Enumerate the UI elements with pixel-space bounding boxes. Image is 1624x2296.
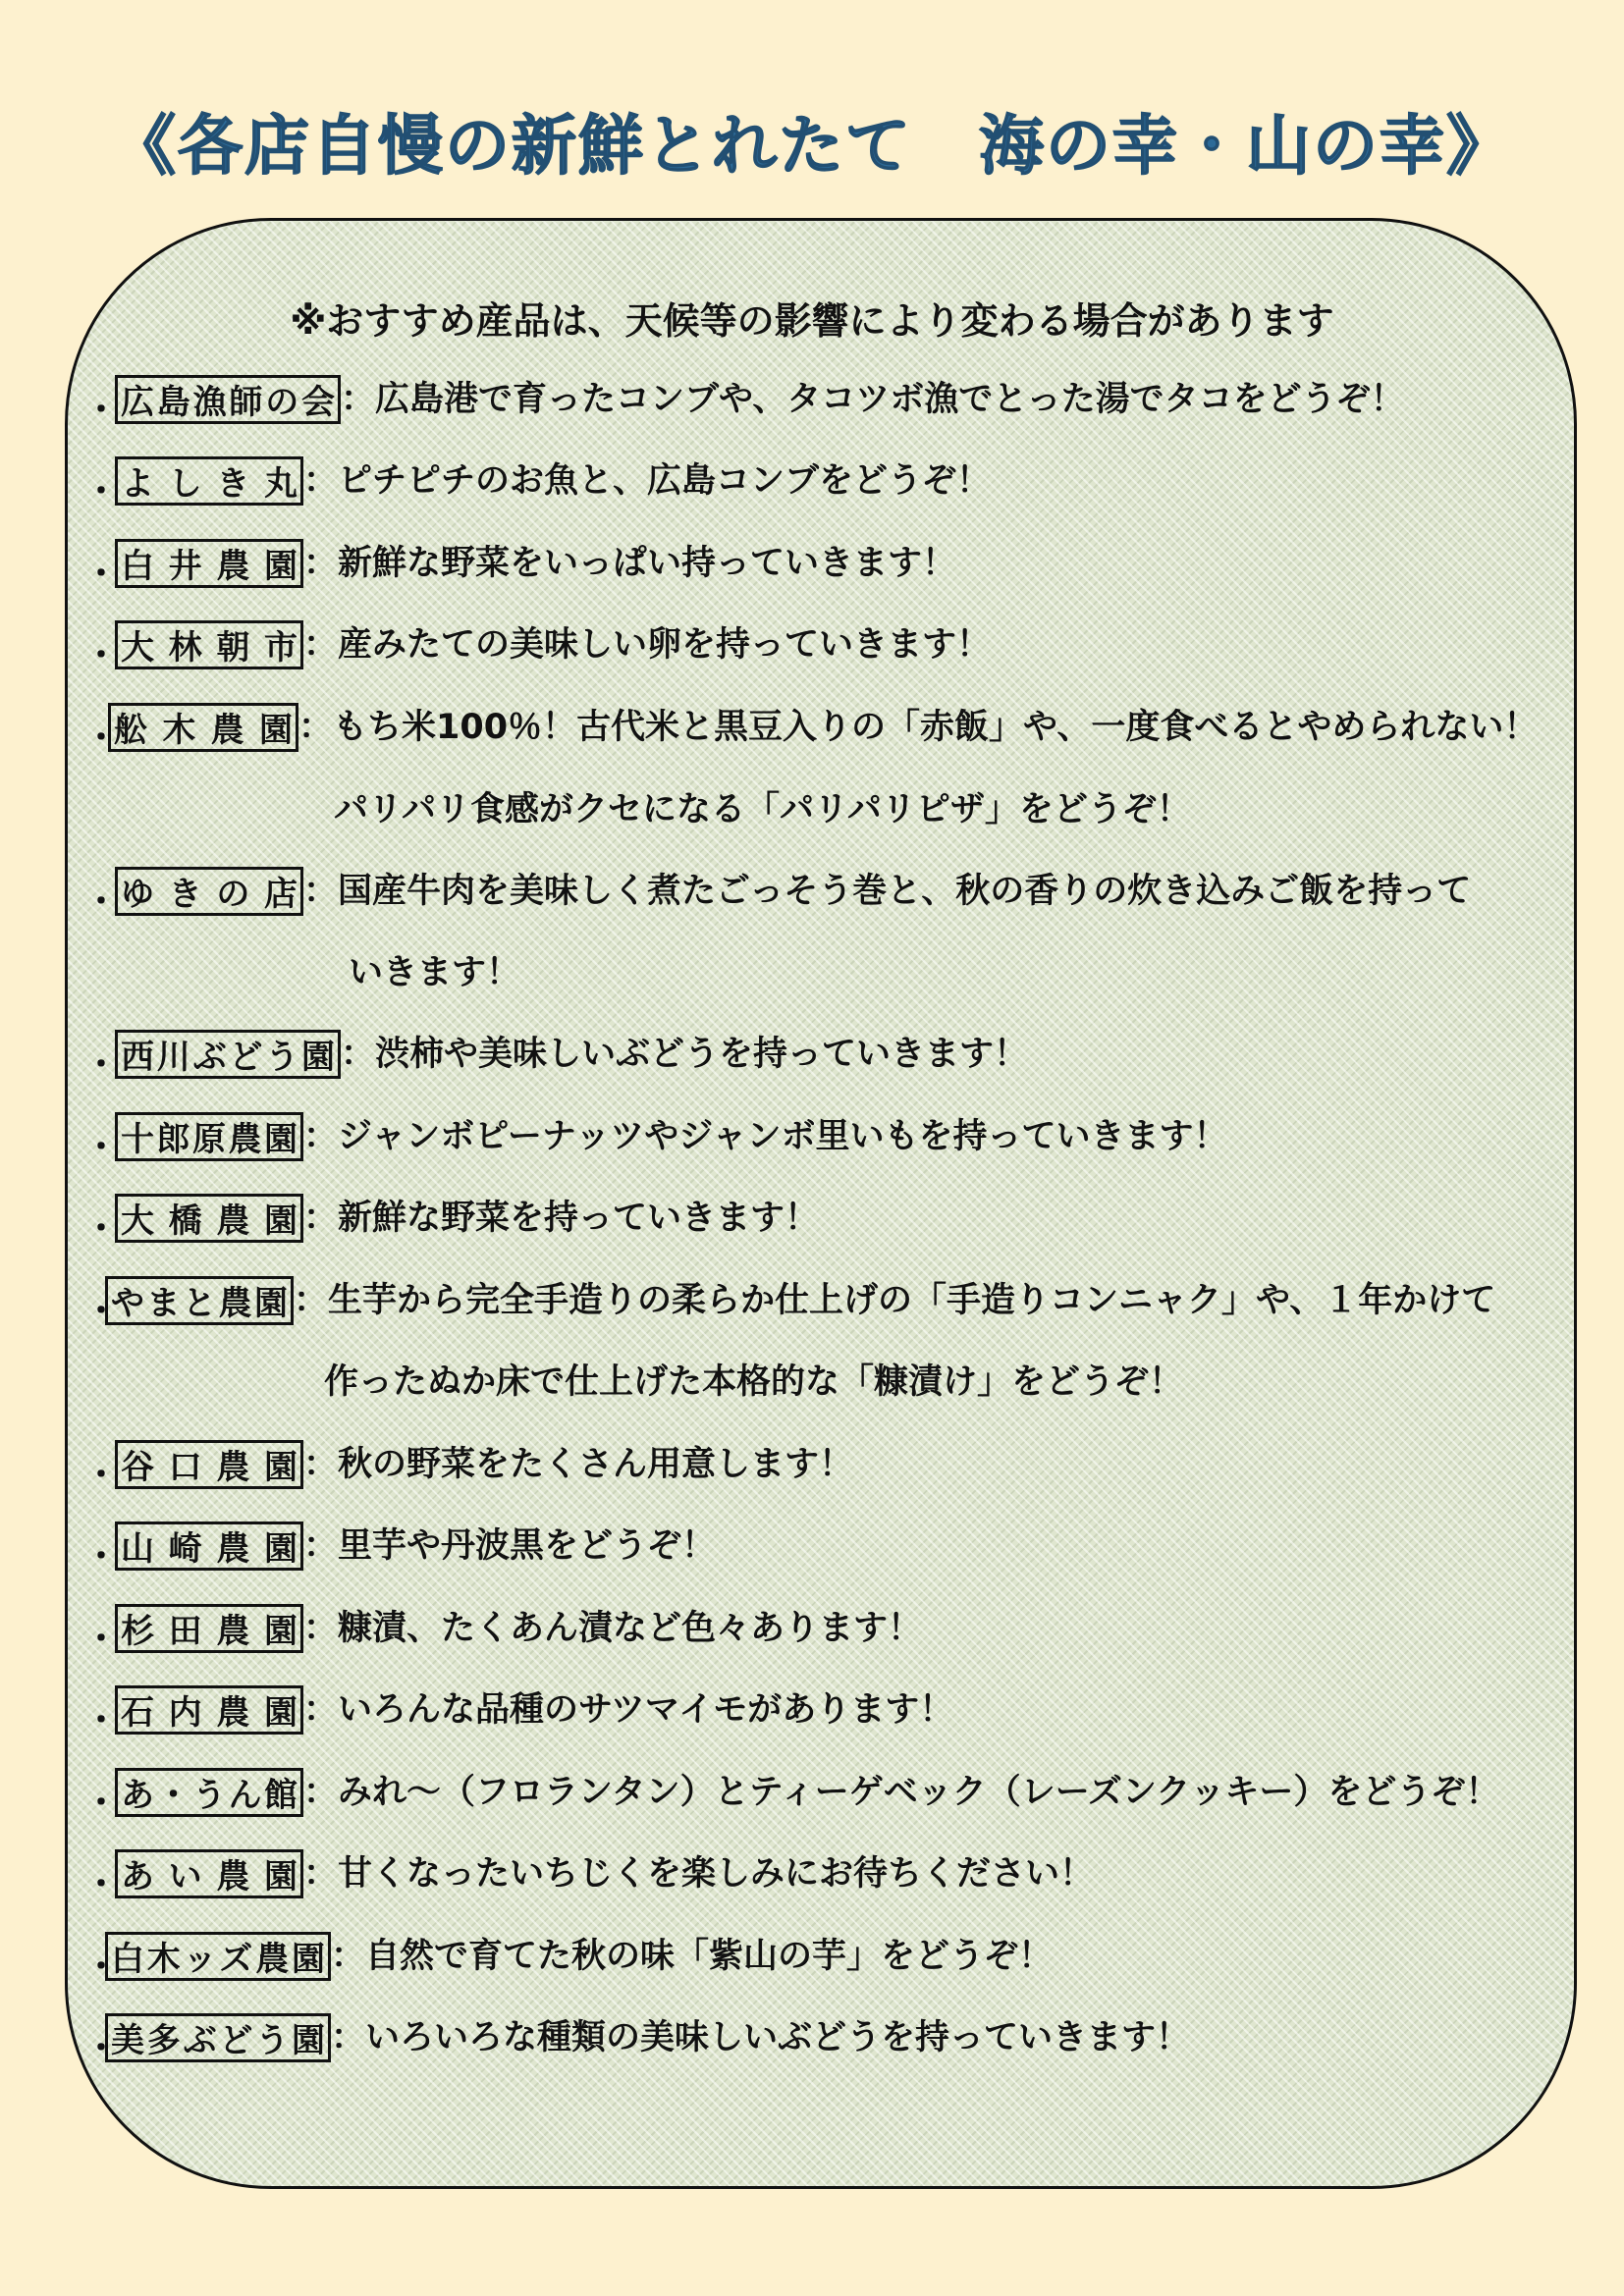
- shop-description: ：ジャンボピーナッツやジャンボ里いもを持っていきます！: [303, 1117, 1228, 1156]
- list-item-ai-farm: [0, 1849, 1624, 1904]
- shop-name: あい農園: [115, 1849, 303, 1898]
- shop-name: 西川ぶどう園: [115, 1030, 341, 1079]
- list-item-hiroshima-fishermen: [0, 375, 1624, 430]
- list-item-shiraki-kids-farm: [0, 1932, 1624, 1987]
- shop-name: 白井農園: [115, 539, 303, 588]
- shop-description: ：みれ～（フロランタン）とティーゲベック（レーズンクッキー）をどうぞ！: [303, 1773, 1500, 1812]
- list-item-aun-kan: [0, 1768, 1624, 1823]
- bullet: ・: [84, 1537, 118, 1576]
- bullet: ・: [84, 1784, 118, 1823]
- shop-name: 谷口農園: [115, 1440, 303, 1489]
- bullet: ・: [84, 555, 118, 594]
- bullet: ・: [84, 1620, 118, 1659]
- shop-name: 山崎農園: [115, 1522, 303, 1571]
- bullet: ・: [84, 1701, 118, 1740]
- shop-description: ：もち米100％！古代米と黒豆入りの「赤飯」や、一度食べるとやめられない！: [298, 708, 1539, 747]
- bullet: ・: [84, 719, 118, 758]
- shop-name: 石内農園: [115, 1685, 303, 1735]
- shop-name: 十郎原農園: [115, 1112, 303, 1161]
- shop-name: ゆきの店: [115, 867, 303, 916]
- bullet: ・: [84, 1456, 118, 1495]
- list-item-yoshikimaru: [0, 456, 1624, 511]
- shop-name: 舩木農園: [108, 703, 298, 752]
- list-item-sugita-farm: [0, 1604, 1624, 1659]
- shop-description: ：甘くなったいちじくを楽しみにお待ちください！: [303, 1854, 1095, 1894]
- list-item-jurohara-farm: [0, 1112, 1624, 1167]
- list-item-taniguchi-farm: [0, 1440, 1624, 1495]
- shop-description: ：産みたての美味しい卵を持っていきます！: [303, 625, 992, 665]
- list-item-shirai-farm: [0, 539, 1624, 594]
- shop-description: ：糠漬、たくあん漬など色々あります！: [303, 1609, 923, 1648]
- bullet: ・: [84, 1292, 118, 1331]
- shop-description: ：いろんな品種のサツマイモがあります！: [303, 1690, 954, 1730]
- bullet: ・: [84, 2029, 118, 2068]
- bullet: ・: [84, 1865, 118, 1904]
- shop-description: ：里芋や丹波黒をどうぞ！: [303, 1526, 717, 1566]
- list-item-yamasaki-farm: [0, 1522, 1624, 1576]
- shop-description: ：秋の野菜をたくさん用意します！: [303, 1445, 854, 1484]
- shop-name: 大林朝市: [115, 620, 303, 669]
- notice-text: ※おすすめ産品は、天候等の影響により変わる場合があります: [290, 299, 1334, 343]
- shop-description-continued: 作ったぬか床で仕上げた本格的な「糠漬け」をどうぞ！: [324, 1362, 1184, 1402]
- bullet: ・: [84, 882, 118, 922]
- shop-description: ：新鮮な野菜をいっぱい持っていきます！: [303, 544, 957, 583]
- list-item-ohbayashi-market: [0, 620, 1624, 675]
- list-item-ohashi-farm: [0, 1194, 1624, 1249]
- shop-description: ：いろいろな種類の美味しいぶどうを持っていきます！: [331, 2018, 1191, 2057]
- shop-name: 広島漁師の会: [115, 375, 341, 424]
- bullet: ・: [84, 636, 118, 675]
- shop-name: よしき丸: [115, 456, 303, 506]
- shop-description: ：自然で育てた秋の味「紫山の芋」をどうぞ！: [331, 1937, 1054, 1976]
- list-item-yamato-farm: [0, 1276, 1624, 1331]
- shop-description-continued: パリパリ食感がクセになる「パリパリピザ」をどうぞ！: [334, 790, 1191, 829]
- bullet: ・: [84, 391, 118, 430]
- shop-name: 大橋農園: [115, 1194, 303, 1243]
- shop-name: やまと農園: [105, 1276, 294, 1325]
- list-item-nishikawa-vineyard: [0, 1030, 1624, 1085]
- bullet: ・: [84, 1948, 118, 1987]
- shop-name: 白木ッズ農園: [105, 1932, 331, 1981]
- list-item-funaki-farm: [0, 703, 1624, 758]
- shop-description: ：新鮮な野菜を持っていきます！: [303, 1199, 820, 1238]
- list-item-yuki-shop: [0, 867, 1624, 922]
- shop-name: あ・うん館: [115, 1768, 303, 1817]
- shop-description: ：ピチピチのお魚と、広島コンブをどうぞ！: [303, 461, 992, 501]
- bullet: ・: [84, 1045, 118, 1085]
- list-item-ishiuchi-farm: [0, 1685, 1624, 1740]
- shop-name: 杉田農園: [115, 1604, 303, 1653]
- bullet: ・: [84, 472, 118, 511]
- shop-description: ：広島港で育ったコンブや、タコツボ漁でとった湯でタコをどうぞ！: [341, 380, 1405, 419]
- shop-description-continued: いきます！: [349, 953, 521, 992]
- bullet: ・: [84, 1209, 118, 1249]
- shop-description: ：生芋から完全手造りの柔らか仕上げの「手造りコンニャク」や、１年かけて: [294, 1281, 1496, 1320]
- shop-description: ：国産牛肉を美味しく煮たごっそう巻と、秋の香りの炊き込みご飯を持って: [303, 872, 1472, 911]
- list-item-mita-vineyard: [0, 2013, 1624, 2068]
- shop-description: ：渋柿や美味しいぶどうを持っていきます！: [341, 1035, 1029, 1074]
- shop-name: 美多ぶどう園: [105, 2013, 331, 2062]
- bullet: ・: [84, 1128, 118, 1167]
- page-title: 《各店自慢の新鮮とれたて 海の幸・山の幸》: [111, 108, 1513, 184]
